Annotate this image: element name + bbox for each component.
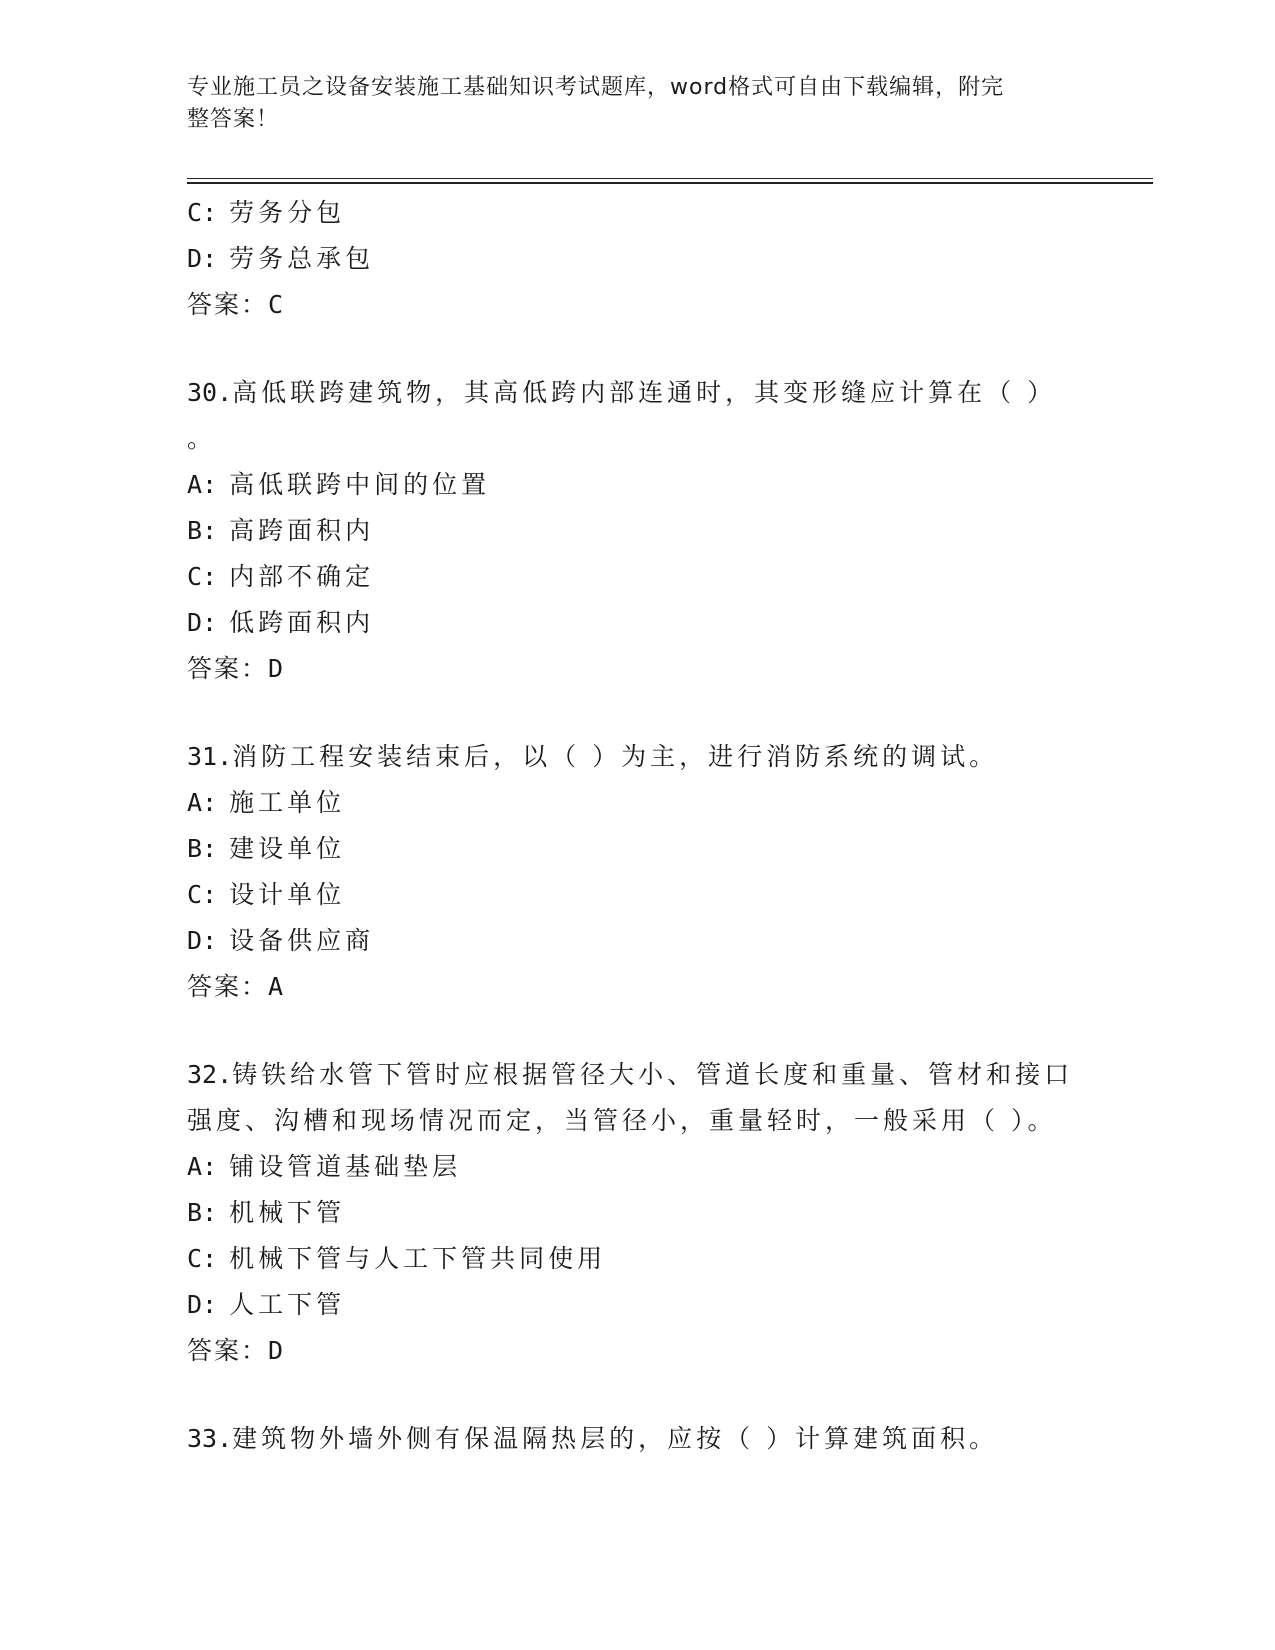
option-c: C: 劳务分包 xyxy=(187,198,346,227)
option-a: A: 铺设管道基础垫层 xyxy=(187,1152,462,1181)
answer-line: 答案：D xyxy=(187,1336,286,1365)
question-list xyxy=(187,190,1087,1462)
question-text: 31.消防工程安装结束后，以（ ）为主，进行消防系统的调试。 xyxy=(187,742,999,771)
option-d: D: 低跨面积内 xyxy=(187,608,375,637)
option-d: D: 人工下管 xyxy=(187,1290,346,1319)
question-text: 32.铸铁给水管下管时应根据管径大小、管道长度和重量、管材和接口 xyxy=(187,1060,1074,1089)
option-b: B: 高跨面积内 xyxy=(187,516,375,545)
question-text: 30.高低联跨建筑物，其高低跨内部连通时，其变形缝应计算在（ ） xyxy=(187,378,1057,407)
option-d: D: 设备供应商 xyxy=(187,926,375,955)
question-text-continued: 强度、沟槽和现场情况而定，当管径小，重量轻时，一般采用（ ）。 xyxy=(187,1106,1057,1135)
question-block-29 xyxy=(187,190,1087,328)
answer-line: 答案：C xyxy=(187,290,286,319)
header-line-1: 专业施工员之设备安装施工基础知识考试题库，word格式可自由下载编辑，附完 xyxy=(187,75,1005,100)
header-divider xyxy=(187,178,1153,184)
header-line-2: 整答案！ xyxy=(187,107,280,132)
question-block-30 xyxy=(187,370,1087,692)
question-text-continued: 。 xyxy=(187,424,217,453)
question-block-33 xyxy=(187,1416,1087,1462)
option-b: B: 建设单位 xyxy=(187,834,346,863)
question-block-31 xyxy=(187,734,1087,1010)
option-c: C: 内部不确定 xyxy=(187,562,375,591)
answer-line: 答案：A xyxy=(187,972,286,1001)
page-header xyxy=(187,72,1067,136)
option-c: C: 机械下管与人工下管共同使用 xyxy=(187,1244,607,1273)
answer-line: 答案：D xyxy=(187,654,286,683)
question-text: 33.建筑物外墙外侧有保温隔热层的，应按（ ）计算建筑面积。 xyxy=(187,1424,999,1453)
question-block-32 xyxy=(187,1052,1087,1374)
option-a: A: 施工单位 xyxy=(187,788,346,817)
option-d: D: 劳务总承包 xyxy=(187,244,375,273)
option-a: A: 高低联跨中间的位置 xyxy=(187,470,491,499)
option-c: C: 设计单位 xyxy=(187,880,346,909)
option-b: B: 机械下管 xyxy=(187,1198,346,1227)
